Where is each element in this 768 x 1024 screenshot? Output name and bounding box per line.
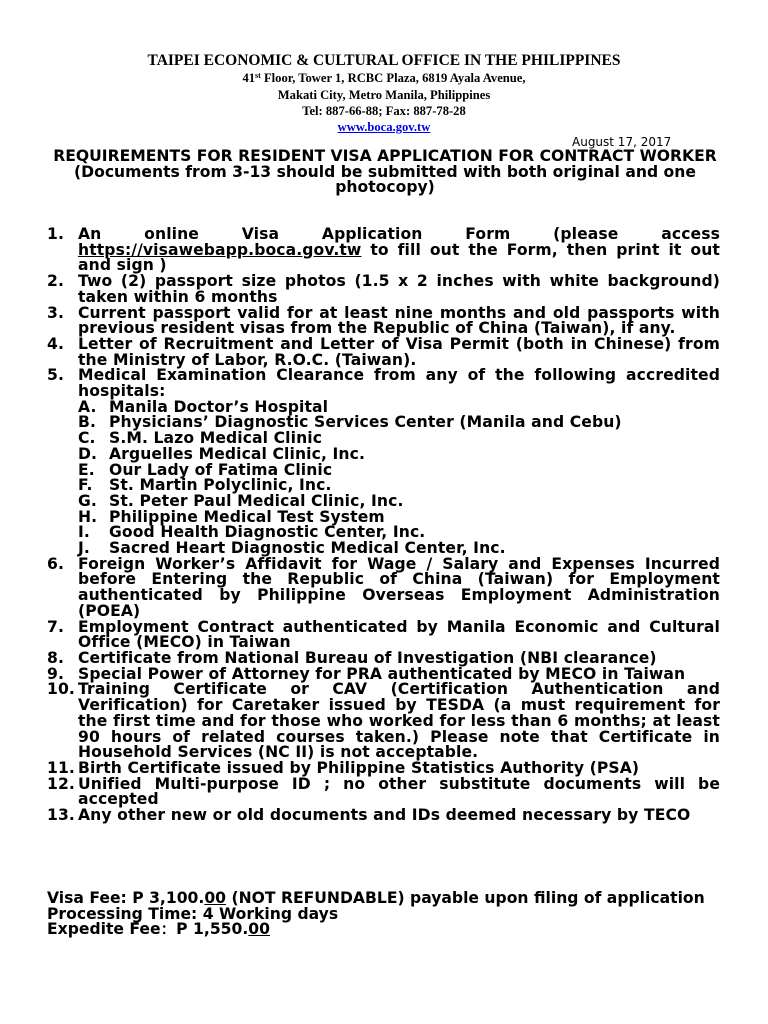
fee-section <box>47 891 720 938</box>
requirement-item: 9. Special Power of Attorney for PRA authenticated by MECO in Taiwan <box>47 664 686 683</box>
hospital-item: E. Our Lady of Fatima Clinic <box>78 460 333 479</box>
hospital-item: B. Physicians’ Diagnostic Services Center (Manila and Cebu) <box>78 413 622 432</box>
address-line-1 <box>0 70 768 86</box>
hospital-item: C. S.M. Lazo Medical Clinic <box>78 429 323 448</box>
requirement-item: 13. Any other new or old documents and IDs deemed necessary by TECO <box>47 806 691 825</box>
title-note: (Documents from 3-13 should be submitted with both original and one photocopy) <box>74 162 696 197</box>
requirement-item: 8. Certificate from National Bureau of Investigation (NBI clearance) <box>47 648 657 667</box>
requirement-item: 11. Birth Certificate issued by Philippine Statistics Authority (PSA) <box>47 758 640 777</box>
hospital-list <box>78 397 720 558</box>
hospital-item: D. Arguelles Medical Clinic, Inc. <box>78 444 365 463</box>
requirement-item: 7. Employment Contract authenticated by Manila Economic and Cultural Office (MECO) in Taiwan <box>47 617 720 652</box>
floor-number: 41 <box>242 71 256 85</box>
document-date: August 17, 2017 <box>572 135 672 149</box>
office-name: TAIPEI ECONOMIC & CULTURAL OFFICE IN THE PHILIPPINES <box>147 52 621 69</box>
requirement-item: 10. Training Certificate or CAV (Certification Authentication and Verification) for Caretaker issued by TESDA (a must requirement for the first time and for those who worked for less than 6 months; at least 90 hours of related courses taken.) Please note that Certificate in Household Services (NC II) is not acceptable. <box>47 680 720 762</box>
hospital-item: A. Manila Doctor’s Hospital <box>78 397 329 416</box>
requirements-list <box>47 227 720 824</box>
requirement-item: 3. Current passport valid for at least nine months and old passports with previous resident visas from the Republic of China (Taiwan), if any. <box>47 303 720 338</box>
expedite-fee: Expedite Fee：P 1,550.00 <box>47 920 270 939</box>
hospital-item: F. St. Martin Polyclinic, Inc. <box>78 476 332 495</box>
document-title <box>40 149 730 196</box>
address-line-2: Makati City, Metro Manila, Philippines <box>277 88 491 102</box>
requirement-item: 2. Two (2) passport size photos (1.5 x 2 inches with white background) taken within 6 months <box>47 272 720 306</box>
visa-fee: Visa Fee: P 3,100.00 (NOT REFUNDABLE) payable upon filing of application <box>47 889 705 907</box>
requirement-item: 6. Foreign Worker’s Affidavit for Wage / Salary and Expenses Incurred before Entering the Republic of China (Taiwan) for Employment authenticated by Philippine Overseas Employment Administration (POEA) <box>47 554 720 620</box>
hospital-item: I. Good Health Diagnostic Center, Inc. <box>78 523 426 542</box>
requirement-item: 4. Letter of Recruitment and Letter of Visa Permit (both in Chinese) from the Ministry of Labor, R.O.C. (Taiwan). <box>47 334 720 369</box>
requirement-item: 1. An online Visa Application Form (please access https://visawebapp.boca.gov.tw to fill out the Form, then print it out and sign ) <box>47 225 720 275</box>
processing-time: Processing Time: 4 Working days <box>47 904 339 923</box>
address-line-1-rest: Floor, Tower 1, RCBC Plaza, 6819 Ayala Avenue, <box>260 71 526 85</box>
website-link[interactable]: www.boca.gov.tw <box>337 120 431 134</box>
requirement-item: 12. Unified Multi-purpose ID ; no other substitute documents will be accepted <box>47 774 720 809</box>
floor-suffix: st <box>255 71 261 80</box>
visa-application-link[interactable]: https://visawebapp.boca.gov.tw <box>78 240 362 259</box>
requirement-item: 5. Medical Examination Clearance from any of the following accredited hospitals: A. Manila Doctor’s Hospital B. Physicians’ Diagnostic Services Center (Manila and Cebu) C. S.M. Lazo Medical Clinic D. Arguelles Medical Clinic, Inc. E. Our Lady of Fatima Clinic F. St. Martin Polyclinic, Inc. G. St. Peter Paul Medical Clinic, Inc. H. Philippine Medical Test System I. Good Health Diagnostic Center, Inc. J. Sacred Heart Diagnostic Medical Center, Inc. <box>47 366 720 558</box>
hospital-item: G. St. Peter Paul Medical Clinic, Inc. <box>78 491 404 510</box>
hospital-item: J. Sacred Heart Diagnostic Medical Center, Inc. <box>78 539 506 558</box>
phone-fax-line: Tel: 887-66-88; Fax: 887-78-28 <box>302 104 466 118</box>
website-line <box>0 120 768 135</box>
hospital-item: H. Philippine Medical Test System <box>78 507 385 526</box>
title-heading: REQUIREMENTS FOR RESIDENT VISA APPLICATION FOR CONTRACT WORKER <box>53 147 717 165</box>
